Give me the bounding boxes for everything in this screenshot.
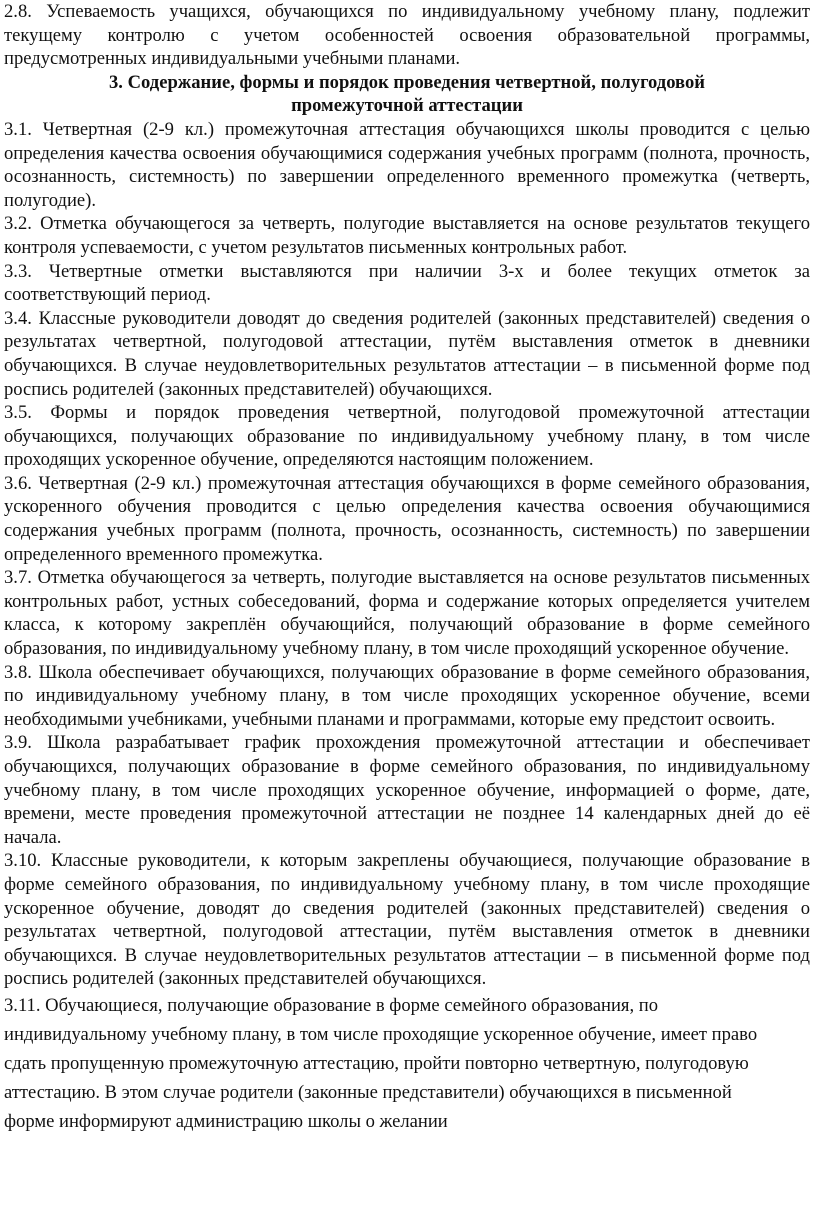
paragraph-3-7: 3.7. Отметка обучающегося за четверть, полугодие выставляется на основе результатов письменных контрольных работ, устных собеседований, форма и содержание которых определяется учителем класса, к которому закреплён обучающийся, получающий образование в форме семейного образования, по индивидуальному учебному плану, в том числе проходящий ускоренное обучение. [4,567,810,660]
paragraph-3-4: 3.4. Классные руководители доводят до сведения родителей (законных представителей) сведения о результатах четвертной, полугодовой аттестации, путём выставления отметок в дневники обучающихся. В случае неудовлетворительных результатов аттестации – в письменной форме под роспись родителей (законных представителей) обучающихся. [4,307,810,400]
paragraph-3-5: 3.5. Формы и порядок проведения четвертной, полугодовой промежуточной аттестации обучающихся, получающих образование по индивидуальному учебному плану, в том числе проходящих ускоренное обучение, определяются настоящим положением. [4,402,810,471]
paragraph-3-3: 3.3. Четвертные отметки выставляются при наличии 3-х и более текущих отметок за соответствующий период. [4,260,810,306]
paragraph-2-8: 2.8. Успеваемость учащихся, обучающихся по индивидуальному учебному плану, подлежит текущему контролю с учетом особенностей освоения образовательной программы, предусмотренных индивидуальными учебными планами. [4,1,810,70]
paragraph-3-11: 3.11. Обучающиеся, получающие образование в форме семейного образования, по индивидуальному учебному плану, в том числе проходящие ускоренное обучение, имеет право сдать пропущенную промежуточную аттестацию, пройти повторно четвертную, полугодовую аттестацию. В этом случае родители (законные представители) обучающихся в письменной форме информируют администрацию школы о желании [4,994,758,1132]
section-heading: 3. Содержание, формы и порядок проведения четвертной, полугодовой промежуточной аттестации [109,71,705,117]
paragraph-3-2: 3.2. Отметка обучающегося за четверть, полугодие выставляется на основе результатов текущего контроля успеваемости, с учетом результатов письменных контрольных работ. [4,213,810,258]
paragraph-3-6: 3.6. Четвертная (2-9 кл.) промежуточная аттестация обучающихся в форме семейного образования, ускоренного обучения проводится с целью определения качества освоения обучающимися содержания учебных программ (полнота, прочность, осознанность, системность) по завершении определенного временного промежутка. [4,472,810,565]
paragraph-3-1: 3.1. Четвертная (2-9 кл.) промежуточная аттестация обучающихся школы проводится с целью определения качества освоения обучающимися содержания учебных программ (полнота, прочность, осознанность, системность) по завершении определенного временного промежутка (четверть, полугодие). [4,118,810,211]
paragraph-3-9: 3.9. Школа разрабатывает график прохождения промежуточной аттестации и обеспечивает обучающихся, получающих образование в форме семейного образования, по индивидуальному учебному плану, в том числе проходящих ускоренное обучение, информацией о форме, дате, времени, месте проведения промежуточной аттестации не позднее 14 календарных дней до её начала. [4,732,810,848]
paragraph-3-8: 3.8. Школа обеспечивает обучающихся, получающих образование в форме семейного образования, по индивидуальному учебному плану, в том числе проходящих ускоренное обучение, всеми необходимыми учебниками, учебными планами и программами, которые ему предстоит освоить. [4,661,810,730]
paragraph-3-10: 3.10. Классные руководители, к которым закреплены обучающиеся, получающие образование в форме семейного образования, по индивидуальному учебному плану, в том числе проходящие ускоренное обучение, доводят до сведения родителей (законных представителей) сведения о результатах четвертной, полугодовой аттестации, путём выставления отметок в дневники обучающихся. В случае неудовлетворительных результатов аттестации – в письменной форме под роспись родителей (законных представителей обучающихся. [4,850,810,990]
